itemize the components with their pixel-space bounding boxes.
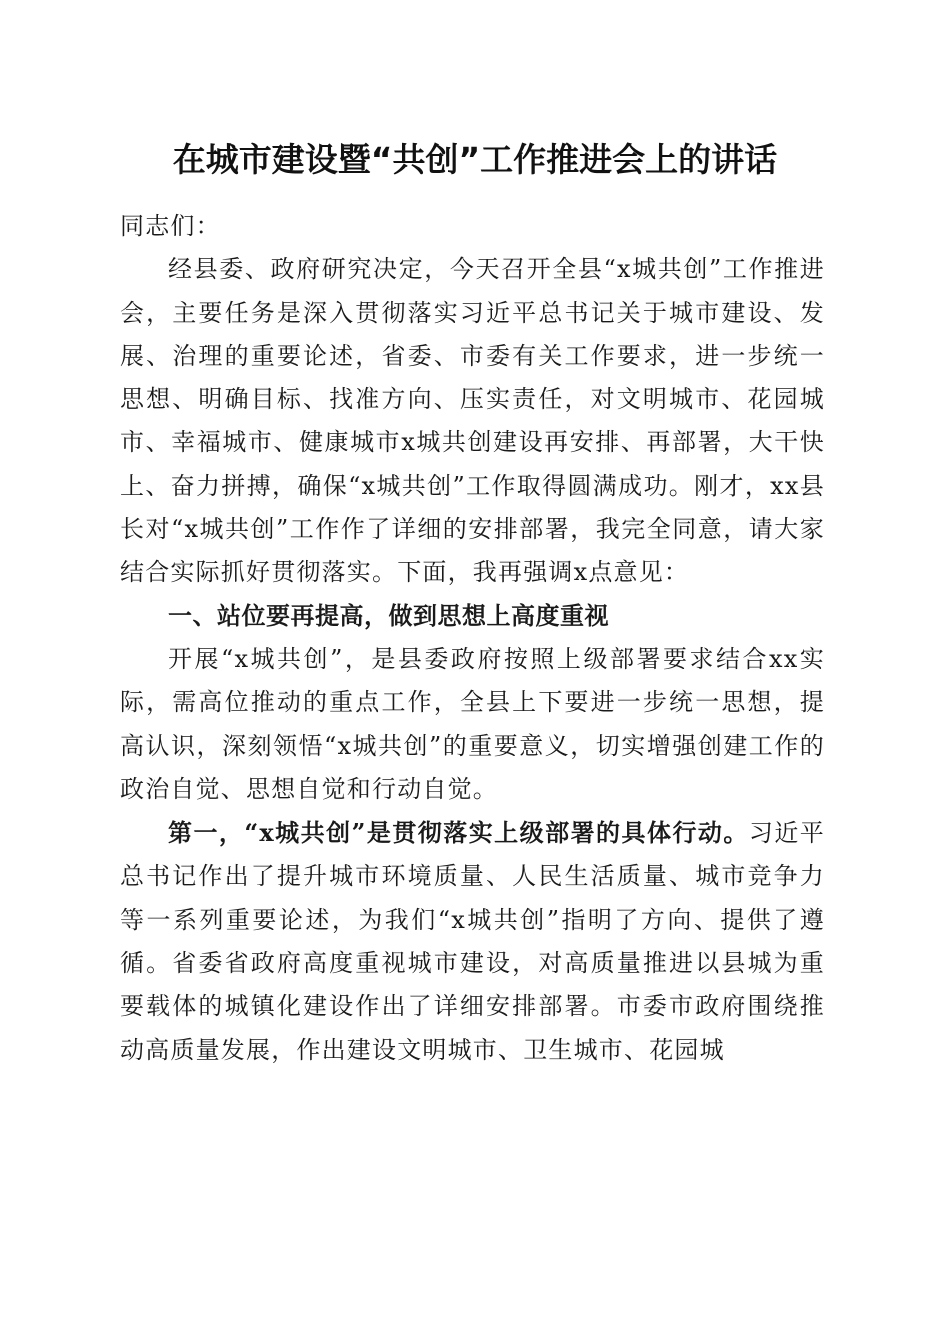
section-1-paragraph: 开展“x城共创”，是县委政府按照上级部署要求结合xx实际，需高位推动的重点工作，全县上下要进一步统一思想，提高认识，深刻领悟“x城共创”的重要意义，切实增强创建工作的政治自觉、思想自觉和行动自觉。 [120,644,825,803]
document-title: 在城市建设暨“共创”工作推进会上的讲话 [172,140,778,179]
point-1-paragraph [120,811,825,1072]
section-heading-1: 一、站位要再提高，做到思想上高度重视 [168,601,609,630]
document-body [120,205,825,1072]
point-1-lead: 第一，“x城共创”是贯彻落实上级部署的具体行动。 [168,818,749,848]
intro-paragraph: 经县委、政府研究决定，今天召开全县“x城共创”工作推进会，主要任务是深入贯彻落实习近平总书记关于城市建设、发展、治理的重要论述，省委、市委有关工作要求，进一步统一思想、明确目标、找准方向、压实责任，对文明城市、花园城市、幸福城市、健康城市x城共创建设再安排、再部署，大干快上、奋力拼搏，确保“x城共创”工作取得圆满成功。刚才，xx县长对“x城共创”工作作了详细的安排部署，我完全同意，请大家结合实际抓好贯彻落实。下面，我再强调x点意见： [120,255,825,587]
point-1-text: 习近平总书记作出了提升城市环境质量、人民生活质量、城市竞争力等一系列重要论述，为我们“x城共创”指明了方向、提供了遵循。省委省政府高度重视城市建设，对高质量推进以县城为重要载体的城镇化建设作出了详细安排部署。市委市政府围绕推动高质量发展，作出建设文明城市、卫生城市、花园城 [120,819,825,1064]
salutation: 同志们： [120,212,221,240]
